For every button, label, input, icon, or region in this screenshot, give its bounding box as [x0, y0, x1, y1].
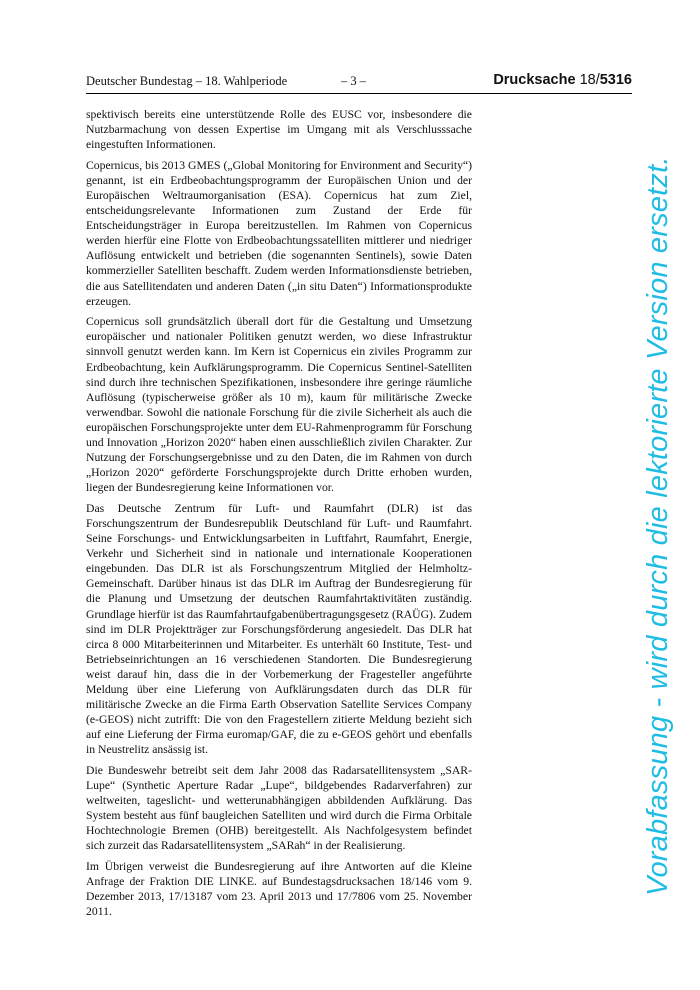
body-text [86, 107, 472, 925]
paragraph: Copernicus, bis 2013 GMES („Global Monitoring for Environment and Security“) genannt, ist ein Erdbeobachtungsprogramm der Europäischen Union und der Europäischen Weltraumorganisation (ESA). Copernicus hat zum Ziel, entscheidungsrelevante Informationen zum Zustand der Erde für Entscheidungsträger in Europa bereitzustellen. Im Rahmen von Copernicus werden hierfür eine Flotte von Erdbeobachtungssatelliten mittlerer und niedriger Auflösung entwickelt und betrieben (die sogenannten Sentinels), sowie Daten kommerzieller Satelliten beschafft. Zudem werden Informationsdienste betrieben, die aus Satellitendaten und anderen Daten („in situ Daten“) Informationsprodukte erzeugen. [86, 158, 472, 308]
header-parliament-period: Deutscher Bundestag – 18. Wahlperiode [86, 74, 288, 88]
paragraph: Das Deutsche Zentrum für Luft- und Raumfahrt (DLR) ist das Forschungszentrum der Bundesrepublik Deutschland für Luft- und Raumfahrt. Seine Forschungs- und Entwicklungsarbeiten in Luftfahrt, Raumfahrt, Energie, Verkehr und Sicherheit sind in nationale und internationale Kooperationen eingebunden. Das DLR ist als Forschungszentrum Mitglied der Helmholtz-Gemeinschaft. Darüber hinaus ist das DLR im Auftrag der Bundesregierung für die Planung und Umsetzung der deutschen Raumfahrtaktivitäten zuständig. Grundlage hierfür ist das Raumfahrtaufgabenübertragungsgesetz (RAÜG). Zudem sind im DLR Projektträger zur Forschungsförderung angesiedelt. Das DLR hat circa 8 000 Mitarbeiterinnen und Mitarbeiter. Es unterhält 60 Institute, Test- und Betriebseinrichtungen an 16 verschiedenen Standorten. Die Bundesregierung weist darauf hin, dass die in der Vorbemerkung der Fragesteller angeführte Meldung über eine Lieferung von Aufklärungsdaten durch das DLR für militärische Zwecke an die Firma Earth Observation Satellite Services Company (e-GEOS) nicht zutrifft: Die von den Fragestellern zitierte Meldung bezieht sich auf eine Lieferung der Firma euromap/GAF, die zu e-GEOS gehört und ebenfalls in Neustrelitz ansässig ist. [86, 501, 472, 757]
paragraph: spektivisch bereits eine unterstützende Rolle des EUSC vor, insbesondere die Nutzbarmachung von dessen Expertise im Umgang mit als Verschlusssache eingestuften Informationen. [86, 108, 472, 152]
paragraph: Copernicus soll grundsätzlich überall dort für die Gestaltung und Umsetzung europäischer und nationaler Politiken genutzt werden, wo diese Infrastruktur sinnvoll genutzt werden kann. Im Kern ist Copernicus ein ziviles Programm zur Erdbeobachtung, kein Aufklärungsprogramm. Die Copernicus Sentinel-Satelliten sind durch ihre technischen Spezifikationen, insbesondere ihre geringe räumliche Auflösung (typischerweise größer als 10 m), kaum für militärische Zwecke verwendbar. Sowohl die nationale Forschung für die zivile Sicherheit als auch die europäischen Forschungsprojekte unter dem EU-Rahmenprogramm für Forschung und Innovation „Horizon 2020“ haben einen ausschließlich zivilen Charakter. Zur Nutzung der Forschungsergebnisse und zu den Daten, die im Rahmen von durch „Horizon 2020“ geförderte Forschungsprojekte durch Dritte erhoben wurden, liegen der Bundesregierung keine Informationen vor. [86, 315, 472, 495]
document-number [493, 72, 632, 88]
header-rule [86, 93, 632, 94]
draft-watermark: Vorabfassung - wird durch die lektorierte Version ersetzt. [642, 156, 674, 896]
paragraph: Im Übrigen verweist die Bundesregierung auf ihre Antworten auf die Kleine Anfrage der Fraktion DIE LINKE. auf Bundestagsdrucksachen 18/146 vom 9. Dezember 2013, 17/13187 vom 23. April 2013 und 17/7806 vom 25. November 2011. [86, 860, 472, 919]
doc-label: Drucksache [493, 72, 576, 88]
doc-number: 5316 [599, 72, 632, 88]
doc-series: 18/ [579, 72, 600, 88]
page-number: – 3 – [341, 74, 366, 88]
paragraph: Die Bundeswehr betreibt seit dem Jahr 2008 das Radarsatellitensystem „SAR-Lupe“ (Synthetic Aperture Radar „Lupe“, bildgebendes Radarverfahren) zur weltweiten, tageslicht- und wetterunabhängigen abbildenden Aufklärung. Das System besteht aus fünf baugleichen Satelliten und wird durch die Firma Orbitale Hochtechnologie Bremen (OHB) bereitgestellt. Als Nachfolgesystem befindet sich zurzeit das Radarsatellitensystem „SARah“ in der Realisierung. [86, 763, 472, 853]
page-header [86, 72, 632, 92]
